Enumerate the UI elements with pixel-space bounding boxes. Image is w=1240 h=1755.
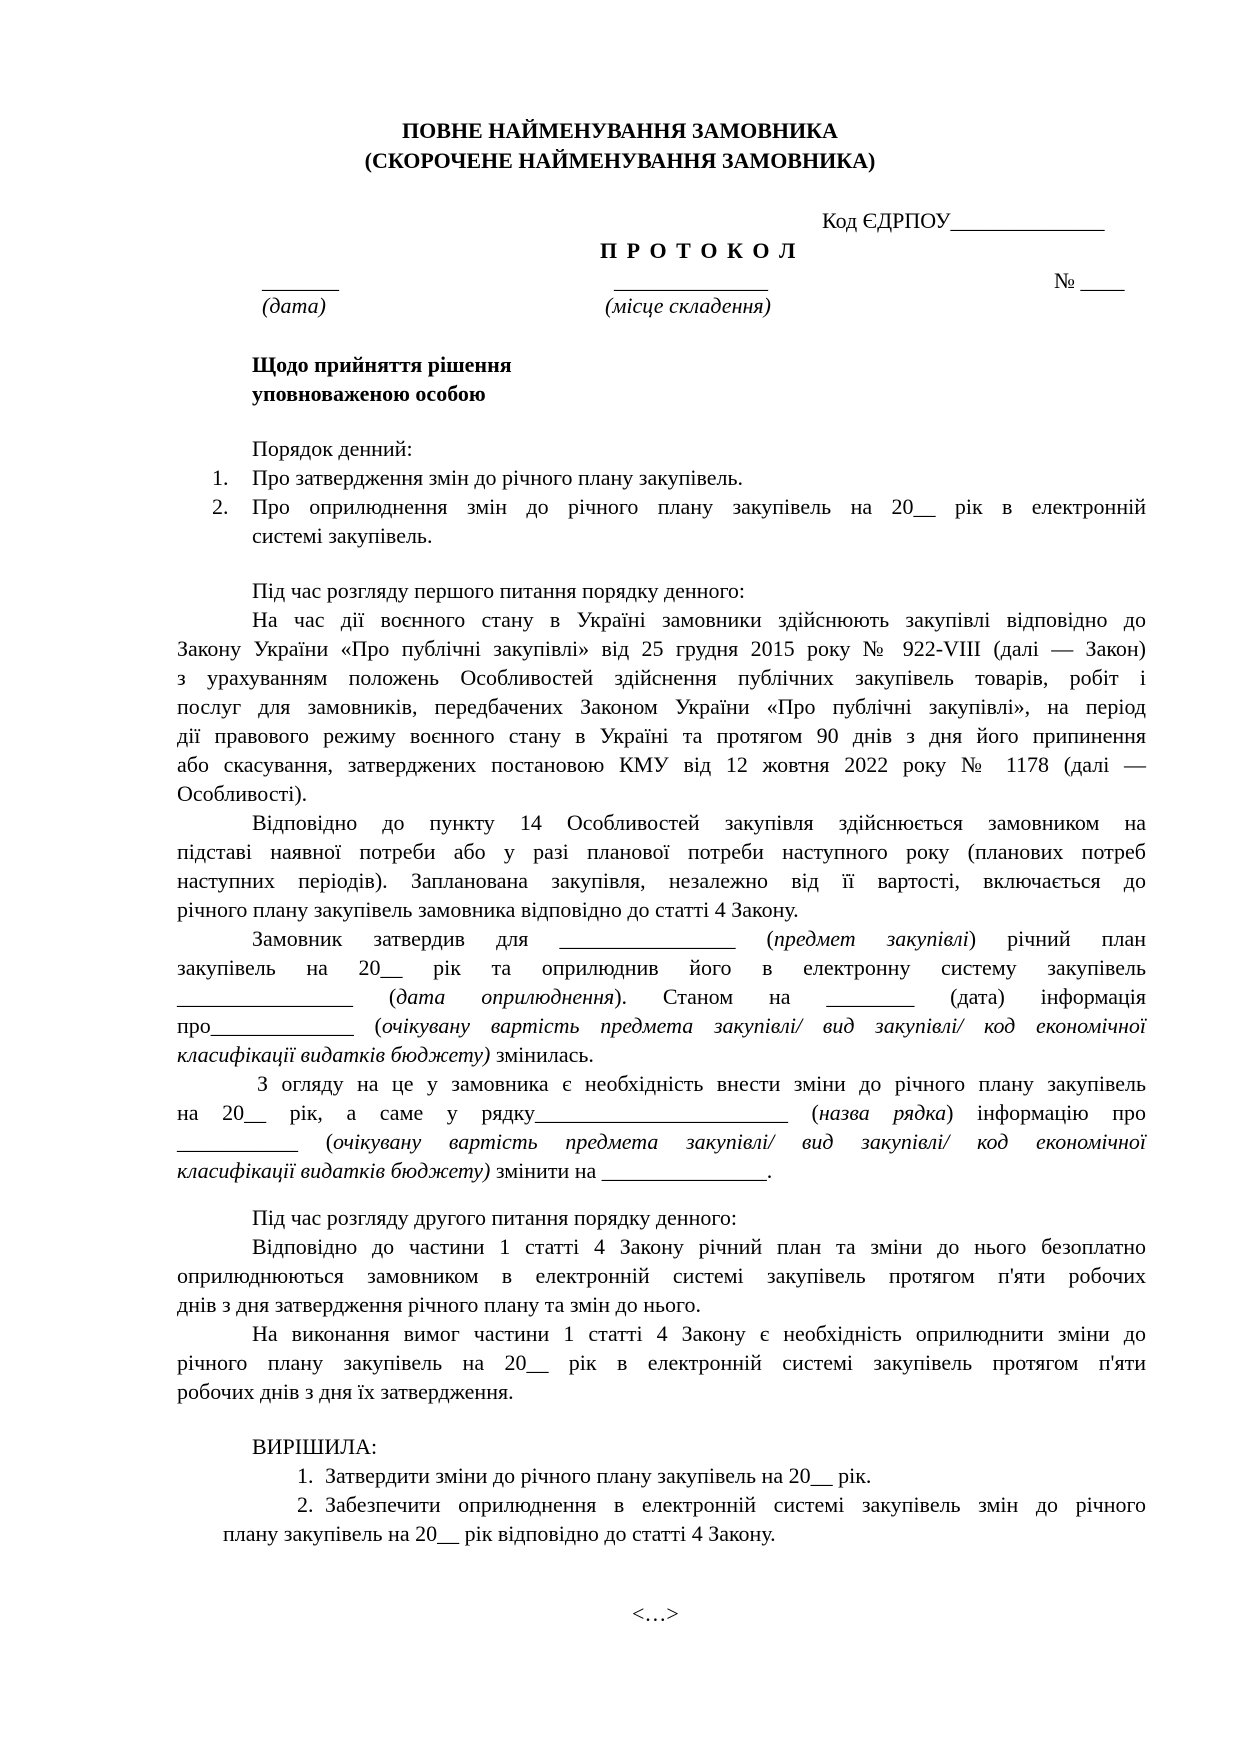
protocol-number: № ____ xyxy=(1054,268,1125,293)
text-line: про_____________ (очікувану вартість предмета закупівлі/ вид закупівлі/ код економічної xyxy=(177,1013,1146,1038)
text-line: На виконання вимог частини 1 статті 4 Закону є необхідність оприлюднити зміни до xyxy=(252,1321,1146,1346)
text-line: Відповідно до пункту 14 Особливостей закупівля здійснюється замовником на xyxy=(252,810,1146,835)
date-blank: _______ xyxy=(262,268,339,293)
text-line: Замовник затвердив для ________________ (предмет закупівлі) річний план xyxy=(252,926,1146,951)
second-question-paragraph-2 xyxy=(177,1319,1146,1406)
text-line: ___________ (очікувану вартість предмета закупівлі/ вид закупівлі/ код економічної xyxy=(177,1129,1147,1154)
second-question-paragraph-1 xyxy=(177,1232,1146,1319)
text-line: класифікації видатків бюджету) змінити на _______________. xyxy=(177,1158,773,1183)
text-line: На час дії воєнного стану в Україні замовники здійснюють закупівлі відповідно до xyxy=(252,607,1146,632)
agenda-item-text-continued: системі закупівель. xyxy=(252,523,433,548)
text-line: підставі наявної потреби або у разі планової потреби наступного року (планових потреб xyxy=(177,839,1146,864)
decision-item-text: Забезпечити оприлюднення в електронній системі закупівель змін до річного xyxy=(325,1492,1146,1517)
decision-item-text: Затвердити зміни до річного плану закупівель на 20__ рік. xyxy=(325,1463,872,1488)
omission-marker: <…> xyxy=(632,1601,679,1626)
decision-item-text-continued: плану закупівель на 20__ рік відповідно до статті 4 Закону. xyxy=(223,1521,776,1546)
protocol-title: П Р О Т О К О Л xyxy=(600,238,798,263)
text-line: закупівель на 20__ рік та оприлюднив його в електронну систему закупівель xyxy=(177,955,1146,980)
text-line: з урахуванням положень Особливостей здійснення публічних закупівель товарів, робіт і xyxy=(177,665,1146,690)
subject-line-2: уповноваженою особою xyxy=(252,381,486,406)
agenda-item-number: 1. xyxy=(212,465,229,490)
decision-title: ВИРІШИЛА: xyxy=(252,1434,378,1459)
text-line: днів з дня затвердження річного плану та змін до нього. xyxy=(177,1292,702,1317)
first-question-paragraph-3 xyxy=(177,924,1146,1069)
text-line: З огляду на це у замовника є необхідність внести зміни до річного плану закупівель xyxy=(257,1071,1146,1096)
date-label: (дата) xyxy=(262,293,326,318)
text-line: річного плану закупівель замовника відповідно до статті 4 Закону. xyxy=(177,897,799,922)
text-line: на 20__ рік, а саме у рядку_______________________ (назва рядка) інформацію про xyxy=(177,1100,1146,1125)
agenda-item-number: 2. xyxy=(212,494,229,519)
first-question-paragraph-1 xyxy=(177,605,1146,808)
text-line: дії правового режиму воєнного стану в Україні та протягом 90 днів з дня його припинення xyxy=(177,723,1146,748)
agenda-title: Порядок денний: xyxy=(252,436,413,461)
customer-full-name: ПОВНЕ НАЙМЕНУВАННЯ ЗАМОВНИКА xyxy=(402,118,838,143)
text-line: Закону України «Про публічні закупівлі» від 25 грудня 2015 року № 922-VIII (далі — Закон) xyxy=(177,636,1146,661)
customer-short-name: (СКОРОЧЕНЕ НАЙМЕНУВАННЯ ЗАМОВНИКА) xyxy=(364,148,876,173)
agenda-item-text: Про затвердження змін до річного плану закупівель. xyxy=(252,465,744,490)
text-line: річного плану закупівель на 20__ рік в електронній системі закупівель протягом п'яти xyxy=(177,1350,1146,1375)
text-line: оприлюднюються замовником в електронній системі закупівель протягом п'яти робочих xyxy=(177,1263,1146,1288)
second-question-intro: Під час розгляду другого питання порядку денного: xyxy=(252,1205,737,1230)
first-question-intro: Під час розгляду першого питання порядку денного: xyxy=(252,578,746,603)
text-line: або скасування, затверджених постановою КМУ від 12 жовтня 2022 року № 1178 (далі — xyxy=(177,752,1146,777)
place-blank: ______________ xyxy=(614,268,768,293)
decision-item-number: 2. xyxy=(297,1492,314,1517)
text-line: класифікації видатків бюджету) змінилась. xyxy=(177,1042,594,1067)
first-question-paragraph-4 xyxy=(177,1069,1146,1185)
text-line: Особливості). xyxy=(177,781,308,806)
agenda-item-text: Про оприлюднення змін до річного плану закупівель на 20__ рік в електронній xyxy=(252,494,1146,519)
decision-item-number: 1. xyxy=(297,1463,314,1488)
text-line: робочих днів з дня їх затвердження. xyxy=(177,1379,514,1404)
subject-line-1: Щодо прийняття рішення xyxy=(252,352,512,377)
text-line: Відповідно до частини 1 статті 4 Закону річний план та зміни до нього безоплатно xyxy=(252,1234,1146,1259)
first-question-paragraph-2 xyxy=(177,808,1146,924)
text-line: послуг для замовників, передбачених Законом України «Про публічні закупівлі», на період xyxy=(177,694,1146,719)
text-line: ________________ (дата оприлюднення). Станом на ________ (дата) інформація xyxy=(177,984,1146,1009)
edrpou-code: Код ЄДРПОУ______________ xyxy=(822,208,1105,233)
text-line: наступних періодів). Запланована закупівля, незалежно від її вартості, включається до xyxy=(177,868,1146,893)
place-label: (місце складення) xyxy=(605,293,771,318)
